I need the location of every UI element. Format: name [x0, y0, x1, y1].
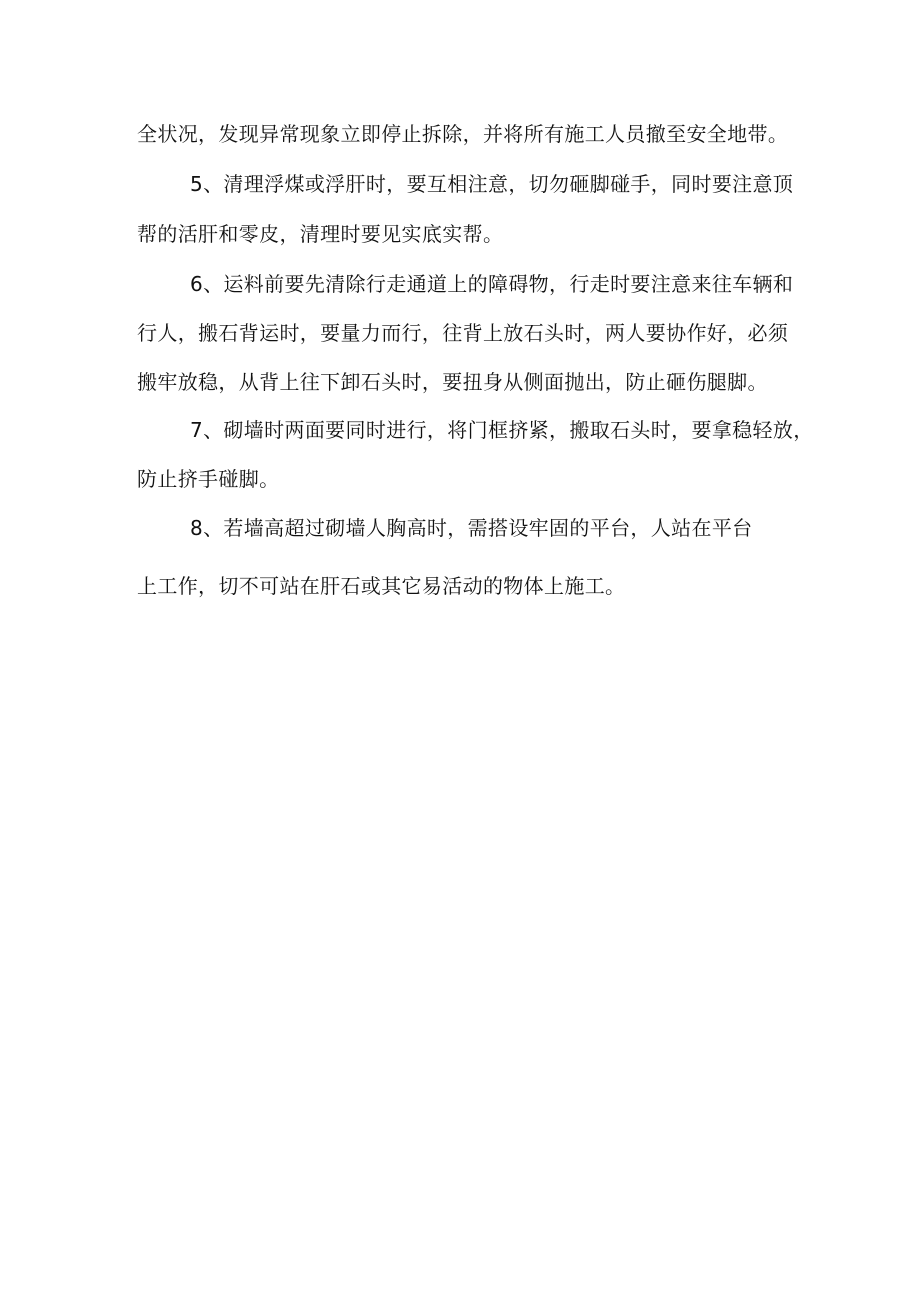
text-line: 7、砌墙时两面要同时进行，将门框挤紧，搬取石头时，要拿稳轻放， [190, 418, 814, 442]
text-line: 防止挤手碰脚。 [137, 467, 280, 491]
text-line: 6、运料前要先清除行走通道上的障碍物，行走时要注意来往车辆和 [190, 272, 794, 296]
text-line: 上工作，切不可站在肝石或其它易活动的物体上施工。 [137, 574, 626, 598]
text-line: 搬牢放稳，从背上往下卸石头时，要扭身从侧面抛出，防止砸伤腿脚。 [137, 370, 768, 394]
text-line: 帮的活肝和零皮，清理时要见实底实帮。 [137, 222, 504, 246]
text-line: 行人，搬石背运时，要量力而行，往背上放石头时，两人要协作好，必须 [137, 321, 789, 345]
text-line: 5、清理浮煤或浮肝时，要互相注意，切勿砸脚碰手，同时要注意顶 [190, 172, 794, 196]
text-line: 全状况，发现异常现象立即停止拆除，并将所有施工人员撤至安全地带。 [137, 122, 789, 146]
text-line: 8、若墙高超过砌墙人胸高时，需搭设牢固的平台，人站在平台 [190, 516, 753, 540]
